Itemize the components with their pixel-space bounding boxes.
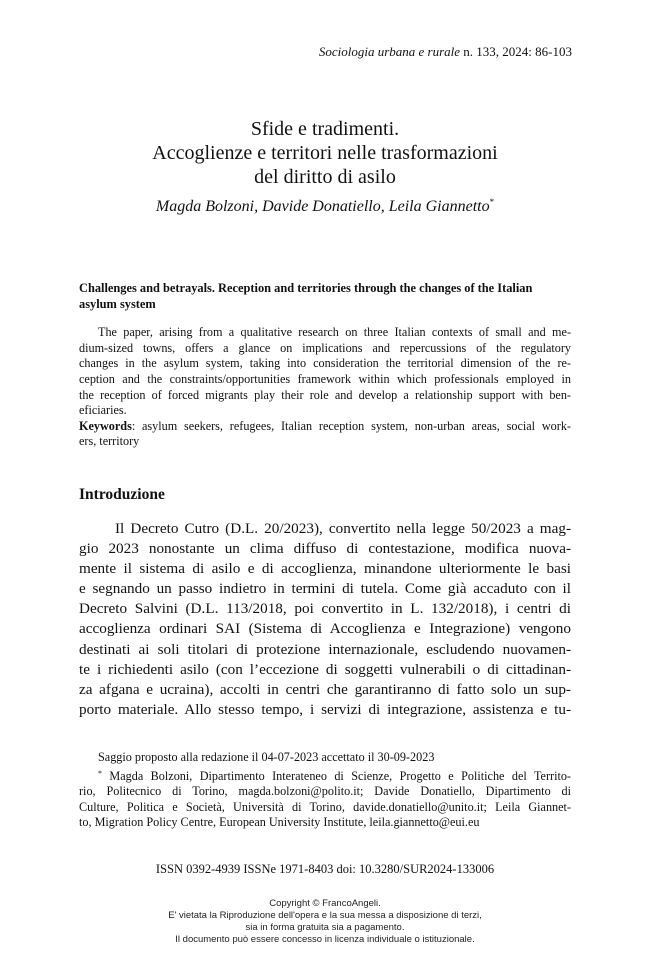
article-title-line-1: Sfide e tradimenti. [250, 118, 400, 140]
body-line: te i richiedenti asilo (con l’eccezione di soggetti vulnerabili o di cittadinan- [79, 660, 571, 678]
section-heading: Introduzione [79, 486, 165, 503]
abstract-paragraph [79, 325, 571, 419]
article-title-line-2: Accoglienze e territori nelle trasformazioni [152, 142, 498, 164]
copyright-line: sia in forma gratuita sia a pagamento. [245, 922, 405, 933]
affiliation-line: rio, Politecnico di Torino, magda.bolzoni@polito.it; Davide Donatiello, Dipartimento di [79, 784, 571, 799]
body-line: accoglienza ordinari SAI (Sistema di Accoglienza e Integrazione) vengono [79, 620, 571, 638]
keywords-line: ers, territory [79, 434, 140, 449]
body-line: za afgana e ucraina), accolti in centri che garantiranno di fatto solo un sup- [79, 680, 571, 698]
copyright-line: Il documento può essere concesso in licenza individuale o istituzionale. [175, 934, 475, 945]
article-title-block [60, 117, 590, 218]
journal-issue: n. 133, 2024: 86-103 [463, 44, 572, 59]
article-title-line-3: del diritto di asilo [254, 166, 396, 188]
submission-note: Saggio proposto alla redazione il 04-07-2023 accettato il 30-09-2023 [98, 750, 435, 764]
abstract [79, 281, 571, 450]
abstract-line: changes in the asylum system, taking into consideration the territorial dimension of the re- [79, 356, 571, 371]
issn-doi: ISSN 0392-4939 ISSNe 1971-8403 doi: 10.3280/SUR2024-133006 [155, 862, 495, 876]
copyright-line: E' vietata la Riproduzione dell'opera e la sua messa a disposizione di terzi, [168, 910, 482, 921]
journal-name: Sociologia urbana e rurale [318, 44, 461, 59]
body-line: gio 2023 nonostante un clima diffuso di contestazione, modifica nuova- [79, 540, 571, 558]
copyright-line: Copyright © FrancoAngeli. [269, 898, 381, 909]
affiliation-line: Culture, Politica e Società, Università di Torino, davide.donatiello@unito.it; Leila Giannet- [79, 799, 571, 814]
affiliation-line [79, 766, 571, 785]
body-line: mente il sistema di asilo e di accoglienza, minandone ulteriormente le basi [79, 560, 571, 578]
body-line: Decreto Salvini (D.L. 113/2018, poi convertito in L. 132/2018), i centri di [79, 600, 571, 618]
authors-footnote-mark: * [489, 197, 495, 207]
journal-header [319, 44, 572, 60]
affiliation-line: to, Migration Policy Centre, European University Institute, leila.giannetto@eui.eu [79, 815, 480, 830]
keywords-label: Keywords [79, 418, 132, 433]
body-line: Il Decreto Cutro (D.L. 20/2023), convertito nella legge 50/2023 a mag- [115, 520, 571, 537]
abstract-line: ception and the constraints/opportunities framework within which professionals employed in [79, 371, 571, 386]
keywords-line [79, 419, 571, 435]
article-authors [60, 191, 590, 218]
affiliation-text: Magda Bolzoni, Dipartimento Interateneo di Scienze, Progetto e Politiche del Territo- [102, 768, 571, 783]
keywords [79, 419, 571, 450]
body-line: porto materiale. Allo stesso tempo, i servizi di integrazione, assistenza e tu- [79, 700, 571, 718]
footnotes [79, 750, 571, 831]
authors-names: Magda Bolzoni, Davide Donatiello, Leila Giannetto [155, 198, 490, 215]
abstract-line: the reception of forced migrants play their role and develop a relationship support with ben- [79, 387, 571, 402]
copyright-notice [0, 898, 650, 946]
body-line: e segnando un passo indietro in termini di tutela. Come già accaduto con il [79, 580, 571, 598]
keywords-text: : asylum seekers, refugees, Italian reception system, non-urban areas, social work- [131, 418, 571, 433]
english-title: Challenges and betrayals. Reception and territories through the changes of the Italian asylum system [79, 281, 533, 311]
affiliation-mark: * [98, 768, 102, 778]
abstract-line: dium-sized towns, offers a glance on implications and repercussions of the regulatory [79, 340, 571, 355]
body-line: destinati ai soli titolari di protezione internazionale, escludendo nuovamen- [79, 640, 571, 658]
abstract-line: eficiaries. [79, 403, 127, 418]
body-paragraph [79, 519, 571, 720]
abstract-line: The paper, arising from a qualitative research on three Italian contexts of small and me- [98, 325, 571, 340]
